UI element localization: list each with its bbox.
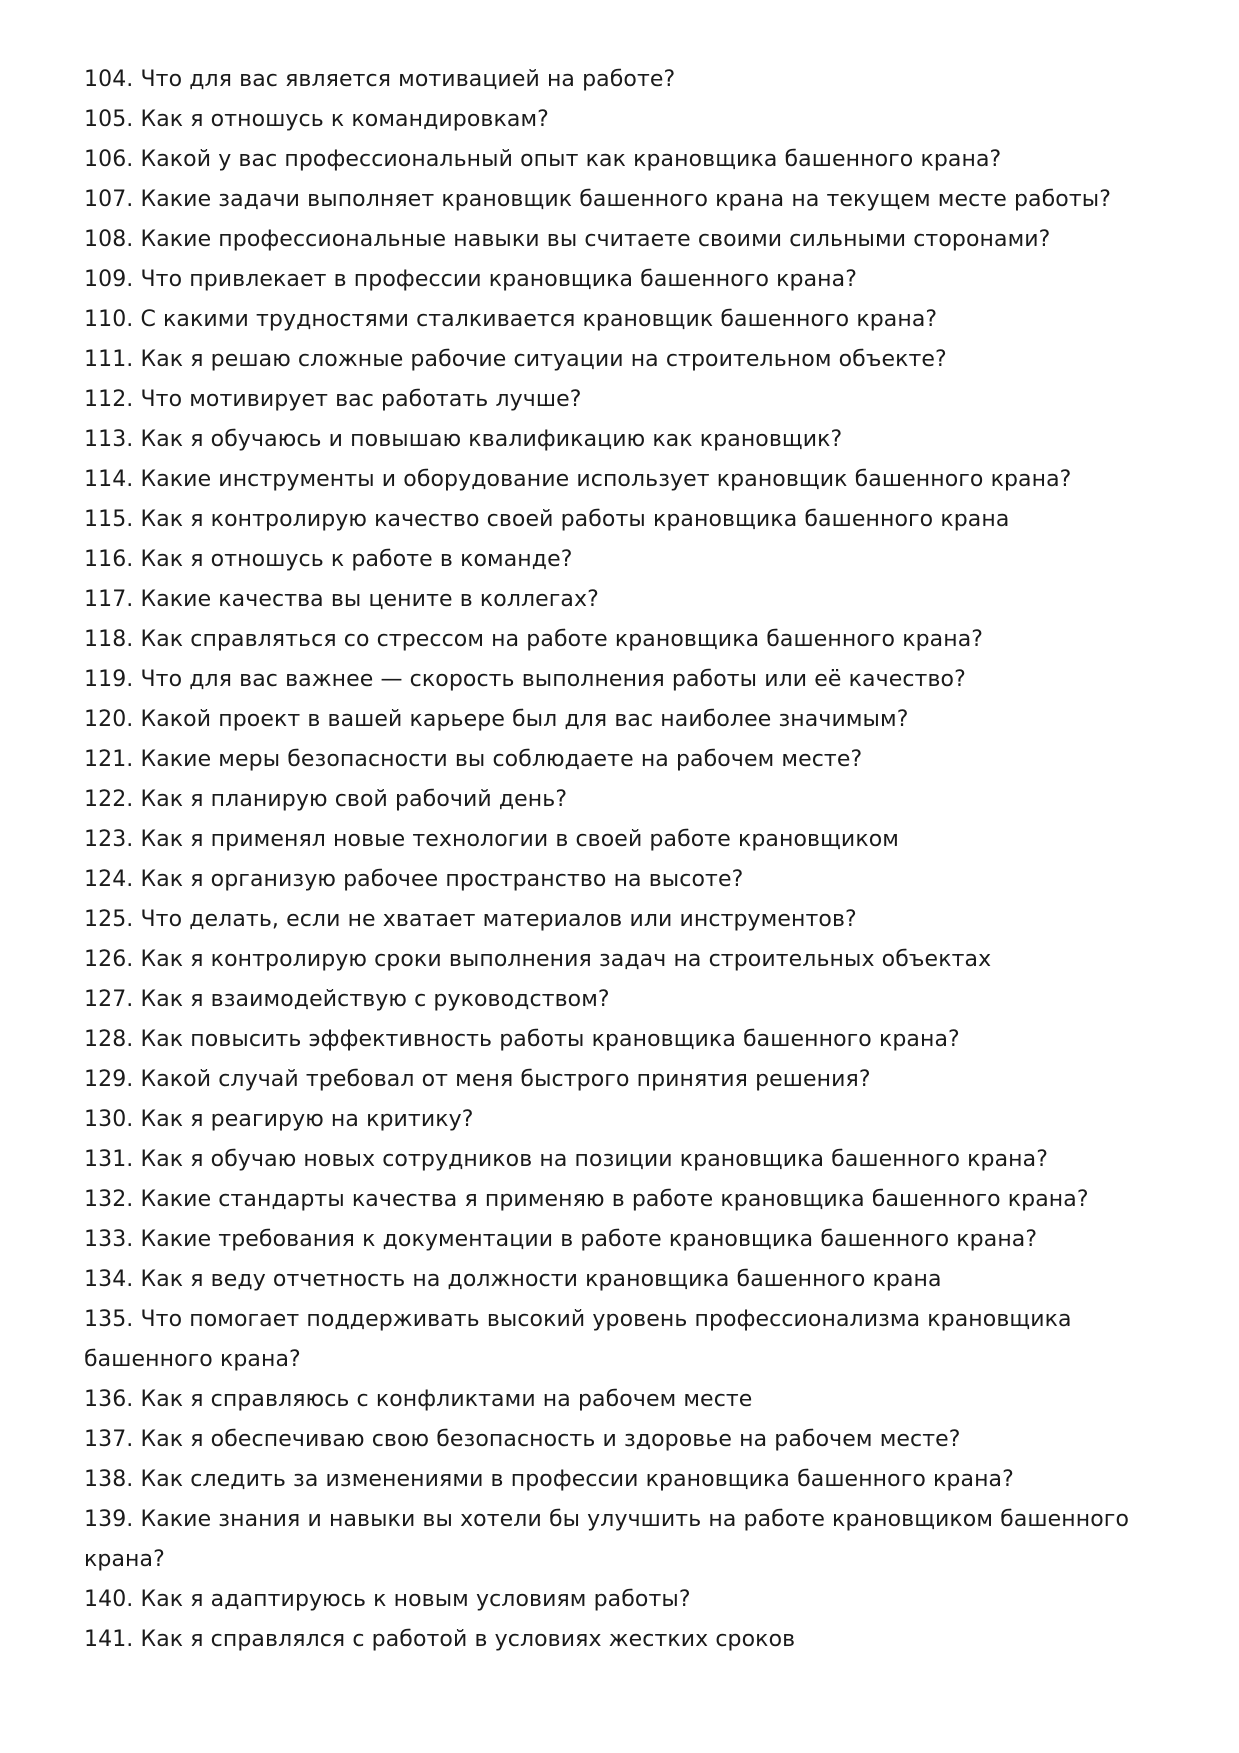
question-item: 122. Как я планирую свой рабочий день? [84, 787, 568, 812]
question-list [84, 60, 1164, 1660]
question-item: 108. Какие профессиональные навыки вы считаете своими сильными сторонами? [84, 227, 1051, 252]
question-item: 110. С какими трудностями сталкивается крановщик башенного крана? [84, 307, 938, 332]
question-item: 109. Что привлекает в профессии крановщика башенного крана? [84, 267, 857, 292]
question-item: 125. Что делать, если не хватает материалов или инструментов? [84, 907, 857, 932]
question-item: 134. Как я веду отчетность на должности крановщика башенного крана [84, 1267, 942, 1292]
question-item: 104. Что для вас является мотивацией на работе? [84, 67, 676, 92]
question-item: 131. Как я обучаю новых сотрудников на позиции крановщика башенного крана? [84, 1147, 1048, 1172]
question-item: 107. Какие задачи выполняет крановщик башенного крана на текущем месте работы? [84, 187, 1112, 212]
question-item: 132. Какие стандарты качества я применяю в работе крановщика башенного крана? [84, 1187, 1089, 1212]
question-item: 124. Как я организую рабочее пространство на высоте? [84, 867, 744, 892]
question-item: 130. Как я реагирую на критику? [84, 1107, 474, 1132]
question-item: 136. Как я справляюсь с конфликтами на рабочем месте [84, 1387, 753, 1412]
question-item: 139. Какие знания и навыки вы хотели бы улучшить на работе крановщиком башенного крана? [84, 1507, 1130, 1572]
document-page [84, 60, 1164, 1660]
question-item: 126. Как я контролирую сроки выполнения задач на строительных объектах [84, 947, 992, 972]
question-item: 138. Как следить за изменениями в профессии крановщика башенного крана? [84, 1467, 1014, 1492]
question-item: 137. Как я обеспечиваю свою безопасность и здоровье на рабочем месте? [84, 1427, 961, 1452]
question-item: 106. Какой у вас профессиональный опыт как крановщика башенного крана? [84, 147, 1002, 172]
question-item: 123. Как я применял новые технологии в своей работе крановщиком [84, 827, 899, 852]
question-item: 120. Какой проект в вашей карьере был для вас наиболее значимым? [84, 707, 909, 732]
question-item: 111. Как я решаю сложные рабочие ситуации на строительном объекте? [84, 347, 947, 372]
question-item: 115. Как я контролирую качество своей работы крановщика башенного крана [84, 507, 1010, 532]
question-item: 114. Какие инструменты и оборудование использует крановщик башенного крана? [84, 467, 1072, 492]
question-item: 119. Что для вас важнее — скорость выполнения работы или её качество? [84, 667, 966, 692]
question-item: 127. Как я взаимодействую с руководством? [84, 987, 610, 1012]
question-item: 116. Как я отношусь к работе в команде? [84, 547, 573, 572]
question-item: 135. Что помогает поддерживать высокий уровень профессионализма крановщика башенного крана? [84, 1307, 1072, 1372]
question-item: 128. Как повысить эффективность работы крановщика башенного крана? [84, 1027, 960, 1052]
question-item: 141. Как я справлялся с работой в условиях жестких сроков [84, 1627, 796, 1652]
question-item: 105. Как я отношусь к командировкам? [84, 107, 549, 132]
question-item: 117. Какие качества вы цените в коллегах? [84, 587, 599, 612]
question-item: 118. Как справляться со стрессом на работе крановщика башенного крана? [84, 627, 984, 652]
question-item: 133. Какие требования к документации в работе крановщика башенного крана? [84, 1227, 1038, 1252]
question-item: 129. Какой случай требовал от меня быстрого принятия решения? [84, 1067, 871, 1092]
question-item: 113. Как я обучаюсь и повышаю квалификацию как крановщик? [84, 427, 843, 452]
question-item: 112. Что мотивирует вас работать лучше? [84, 387, 582, 412]
question-item: 121. Какие меры безопасности вы соблюдаете на рабочем месте? [84, 747, 863, 772]
question-item: 140. Как я адаптируюсь к новым условиям работы? [84, 1587, 691, 1612]
